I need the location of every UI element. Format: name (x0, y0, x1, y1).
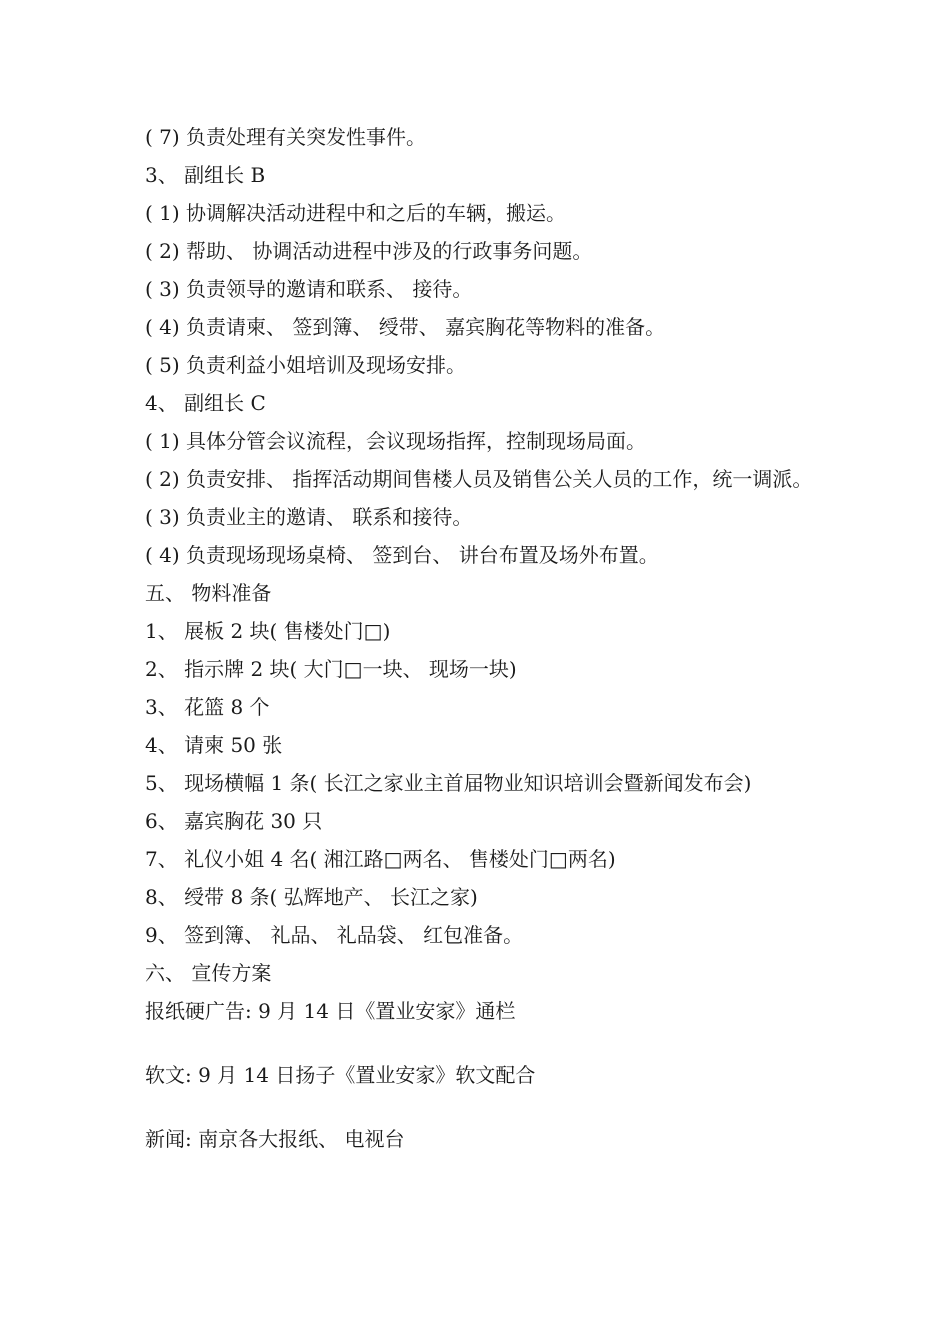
list-item-b-1: ( 1) 协调解决活动进程中和之后的车辆，搬运。 (145, 201, 567, 225)
paragraph-gap (145, 1030, 815, 1056)
document-body (145, 118, 815, 1158)
publicity-news: 新闻: 南京各大报纸、 电视台 (145, 1127, 405, 1151)
material-item-7: 7、 礼仪小姐 4 名( 湘江路□两名、 售楼处门□两名) (145, 847, 616, 871)
section-heading-deputy-leader-c: 4、 副组长 C (145, 391, 266, 415)
list-item-c-3: ( 3) 负责业主的邀请、 联系和接待。 (145, 505, 473, 529)
material-item-6: 6、 嘉宾胸花 30 只 (145, 809, 323, 833)
material-item-8: 8、 绶带 8 条( 弘辉地产、 长江之家) (145, 885, 478, 909)
material-item-4: 4、 请柬 50 张 (145, 733, 283, 757)
material-item-5: 5、 现场横幅 1 条( 长江之家业主首届物业知识培训会暨新闻发布会) (145, 771, 752, 795)
material-item-2: 2、 指示牌 2 块( 大门□一块、 现场一块) (145, 657, 517, 681)
list-item-c-1: ( 1) 具体分管会议流程，会议现场指挥，控制现场局面。 (145, 429, 647, 453)
list-item-b-2: ( 2) 帮助、 协调活动进程中涉及的行政事务问题。 (145, 239, 593, 263)
publicity-soft-article: 软文: 9 月 14 日扬子《置业安家》软文配合 (145, 1063, 536, 1087)
material-item-1: 1、 展板 2 块( 售楼处门□) (145, 619, 391, 643)
section-heading-deputy-leader-b: 3、 副组长 B (145, 163, 266, 187)
material-item-3: 3、 花篮 8 个 (145, 695, 270, 719)
publicity-newspaper-ad: 报纸硬广告: 9 月 14 日《置业安家》通栏 (145, 999, 516, 1023)
list-item-b-3: ( 3) 负责领导的邀请和联系、 接待。 (145, 277, 473, 301)
paragraph-gap (145, 1094, 815, 1120)
list-item-responsibility-7: ( 7) 负责处理有关突发性事件。 (145, 125, 427, 149)
section-heading-publicity: 六、 宣传方案 (145, 961, 272, 985)
list-item-b-5: ( 5) 负责利益小姐培训及现场安排。 (145, 353, 467, 377)
list-item-c-2: ( 2) 负责安排、 指挥活动期间售楼人员及销售公关人员的工作，统一调派。 (145, 467, 813, 491)
material-item-9: 9、 签到簿、 礼品、 礼品袋、 红包准备。 (145, 923, 524, 947)
section-heading-materials: 五、 物料准备 (145, 581, 272, 605)
list-item-b-4: ( 4) 负责请柬、 签到簿、 绶带、 嘉宾胸花等物料的准备。 (145, 315, 666, 339)
list-item-c-4: ( 4) 负责现场现场桌椅、 签到台、 讲台布置及场外布置。 (145, 543, 659, 567)
